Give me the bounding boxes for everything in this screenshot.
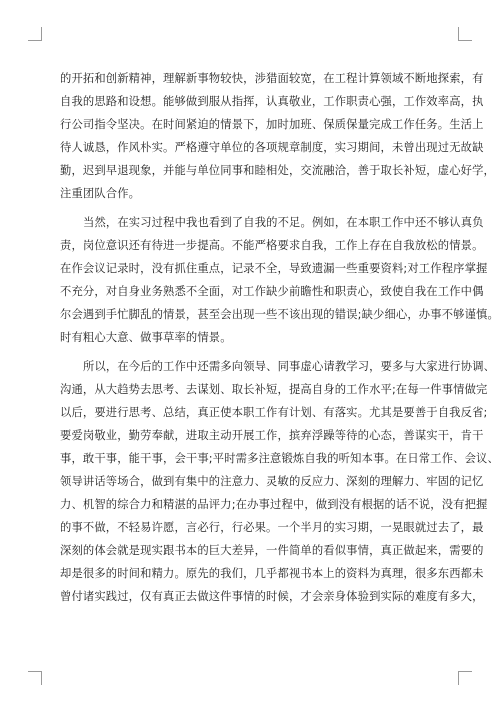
- text-line: 不充分，对自身业务熟悉不全面，对工作缺少前瞻性和职责心，致使自我在工作中偶: [60, 285, 484, 298]
- text-line: 勤，迟到早退现象，并能与单位同事和睦相处，交流融洽，善于取长补短，虚心好学，: [60, 164, 495, 177]
- crop-mark-bottom-left-h: [28, 671, 42, 672]
- text-line: 沟通，从大趋势去思考、去谋划、取长补短，提高自身的工作水平;在每一件事情做完: [60, 383, 488, 396]
- document-body: [60, 67, 499, 608]
- text-line: 却是很多的时间和精力。原先的我们，几乎都视书本上的资料为真理，很多东西都未: [60, 567, 484, 580]
- paragraph: [60, 355, 499, 608]
- crop-mark-bottom-right-v: [458, 671, 459, 685]
- crop-mark-top-right-h: [458, 40, 472, 41]
- crop-mark-top-right-v: [458, 27, 459, 41]
- crop-mark-top-left-v: [41, 27, 42, 41]
- text-line: 在作会议记录时，没有抓住重点，记录不全，导致遗漏一些重要资料;对工作程序掌握: [60, 262, 488, 275]
- text-line: 领导讲话等场合，做到有集中的注意力、灵敏的反应力、深刻的理解力、牢固的记忆: [60, 475, 484, 488]
- text-line: 时有粗心大意、做事草率的情景。: [60, 331, 232, 344]
- text-line: 尔会遇到手忙脚乱的情景，甚至会出现一些不该出现的错误;缺少细心，办事不够谨慎。: [60, 308, 499, 321]
- text-line: 当然，在实习过程中我也看到了自我的不足。例如，在本职工作中还不够认真负: [83, 216, 484, 229]
- text-line: 责，岗位意识还有待进一步提高。不能严格要求自我，工作上存在自我放松的情景。: [60, 239, 484, 252]
- text-line: 力、机智的综合力和精湛的品评力;在办事过程中，做到没有根据的话不说，没有把握: [60, 498, 488, 511]
- text-line: 以后，要进行思考、总结，真正使本职工作有计划、有落实。尤其是要善于自我反省;: [60, 406, 488, 419]
- text-line: 所以，在今后的工作中还需多向领导、同事虚心请教学习，要多与大家进行协调、: [83, 360, 496, 373]
- text-line: 的开拓和创新精神，理解新事物较快，涉猎面较宽，在工程计算领域不断地探索，有: [60, 72, 484, 85]
- crop-mark-top-left-h: [28, 40, 42, 41]
- text-line: 待人诚恳，作风朴实。严格遵守单位的各项规章制度，实习期间，未曾出现过无故缺: [60, 141, 484, 154]
- crop-mark-bottom-left-v: [41, 671, 42, 685]
- crop-mark-bottom-right-h: [458, 671, 472, 672]
- text-line: 深刻的体会就是现实跟书本的巨大差异，一件简单的看似事情，真正做起来，需要的: [60, 544, 484, 557]
- text-line: 自我的思路和设想。能够做到服从指挥，认真敬业，工作职责心强，工作效率高，执: [60, 95, 484, 108]
- text-line: 的事不做，不轻易许愿，言必行，行必果。一个半月的实习期，一晃眼就过去了，最: [60, 521, 484, 534]
- text-line: 行公司指令坚决。在时间紧迫的情景下，加时加班、保质保量完成工作任务。生活上: [60, 118, 484, 131]
- text-line: 事，敢干事，能干事，会干事;平时需多注意锻炼自我的听知本事。在日常工作、会议、: [60, 452, 499, 465]
- paragraph: [60, 211, 499, 349]
- text-line: 注重团队合作。: [60, 187, 141, 200]
- text-line: 要爱岗敬业，勤劳奉献，进取主动开展工作，摈弃浮躁等待的心态，善谋实干，肯干: [60, 429, 484, 442]
- paragraph: [60, 67, 495, 205]
- text-line: 曾付诸实践过，仅有真正去做这件事情的时候，才会亲身体验到实际的难度有多大，: [60, 590, 484, 603]
